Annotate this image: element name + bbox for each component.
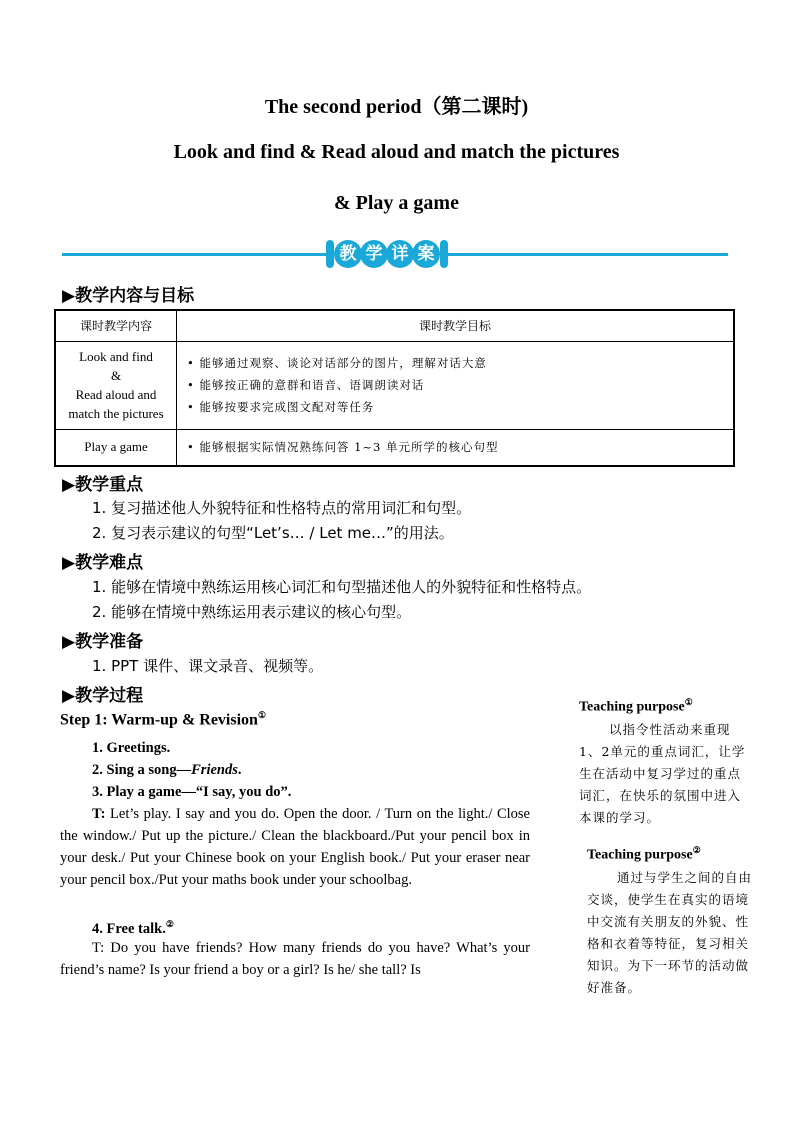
step-item: 4. Free talk.② bbox=[92, 919, 174, 937]
sidebar-note-text: 以指令性活动来重现1、2单元的重点词汇，让学生在活动中复习学过的重点词汇，在快乐的氛围中进入本课的学习。 bbox=[579, 722, 746, 825]
sidebar-note-title: Teaching purpose② bbox=[587, 845, 701, 863]
banner-char: 详 bbox=[386, 240, 414, 268]
step-item: 1. Greetings. bbox=[92, 740, 171, 756]
list-item: 1. 复习描述他人外貌特征和性格特点的常用词汇和句型。 bbox=[92, 499, 472, 517]
list-item: 1. PPT 课件、课文录音、视频等。 bbox=[92, 657, 324, 675]
table-row bbox=[55, 429, 734, 466]
footnote-marker: ② bbox=[165, 919, 174, 929]
step-item: 3. Play a game—“I say, you do”. bbox=[92, 784, 292, 800]
footnote-marker: ① bbox=[257, 710, 267, 720]
step-paragraph: T: Let’s play. I say and you do. Open the door. / Turn on the light./ Close the window./ Put up the picture./ Clean the blackboard./Put your pencil box in your desk./ Put your Chinese book on your English book./ Put your eraser near your pencil box./Put your maths book under your schoolbag. bbox=[60, 806, 530, 888]
table-header-row bbox=[55, 310, 734, 341]
sidebar-note-title: Teaching purpose① bbox=[579, 697, 693, 715]
banner-line-left bbox=[62, 253, 326, 256]
banner-char: 学 bbox=[360, 240, 388, 268]
table-cell-goals: • 能够通过观察、谈论对话部分的图片，理解对话大意 • 能够按正确的意群和语音、语调朗读对话 • 能够按要求完成图文配对等任务 bbox=[177, 341, 735, 429]
table-row bbox=[55, 341, 734, 429]
step-heading: Step 1: Warm-up & Revision① bbox=[60, 710, 267, 729]
banner-teaching-plan bbox=[326, 240, 448, 268]
table-cell-content: Play a game bbox=[55, 429, 177, 466]
goals-table bbox=[54, 309, 735, 467]
section-heading-preparation: ▶教学准备 bbox=[62, 632, 144, 652]
section-heading-process: ▶教学过程 bbox=[62, 686, 144, 706]
step-paragraph: T: Do you have friends? How many friends do you have? What’s your friend’s name? Is your friend a boy or a girl? Is he/ she tall? Is bbox=[60, 940, 530, 978]
section-heading-content-goals: ▶教学内容与目标 bbox=[62, 286, 195, 306]
page-subtitle-2: & Play a game bbox=[334, 192, 459, 214]
list-item: 1. 能够在情境中熟练运用核心词汇和句型描述他人的外貌特征和性格特点。 bbox=[92, 578, 592, 596]
section-heading-difficulties: ▶教学难点 bbox=[62, 553, 144, 573]
list-item: 2. 复习表示建议的句型“Let’s… / Let me…”的用法。 bbox=[92, 524, 454, 542]
sidebar-note-text: 通过与学生之间的自由交谈，使学生在真实的语境中交流有关朋友的外貌、性格和衣着等特征，复习相关知识。为下一环节的活动做好准备。 bbox=[587, 870, 753, 995]
page-title: The second period（第二课时) bbox=[264, 96, 529, 118]
banner-line-right bbox=[448, 253, 728, 256]
list-item: 2. 能够在情境中熟练运用表示建议的核心句型。 bbox=[92, 603, 412, 621]
table-cell-goals: • 能够根据实际情况熟练问答 1~3 单元所学的核心句型 bbox=[177, 429, 735, 466]
banner-char: 教 bbox=[334, 240, 362, 268]
section-heading-key-points: ▶教学重点 bbox=[62, 475, 144, 495]
banner-char: 案 bbox=[412, 240, 440, 268]
step-item: 2. Sing a song—Friends. bbox=[92, 762, 242, 778]
table-cell-content: Look and find & Read aloud and match the pictures bbox=[55, 341, 177, 429]
table-header-cell: 课时教学目标 bbox=[177, 310, 735, 341]
table-header-cell: 课时教学内容 bbox=[55, 310, 177, 341]
page-subtitle: Look and find & Read aloud and match the pictures bbox=[173, 141, 620, 163]
